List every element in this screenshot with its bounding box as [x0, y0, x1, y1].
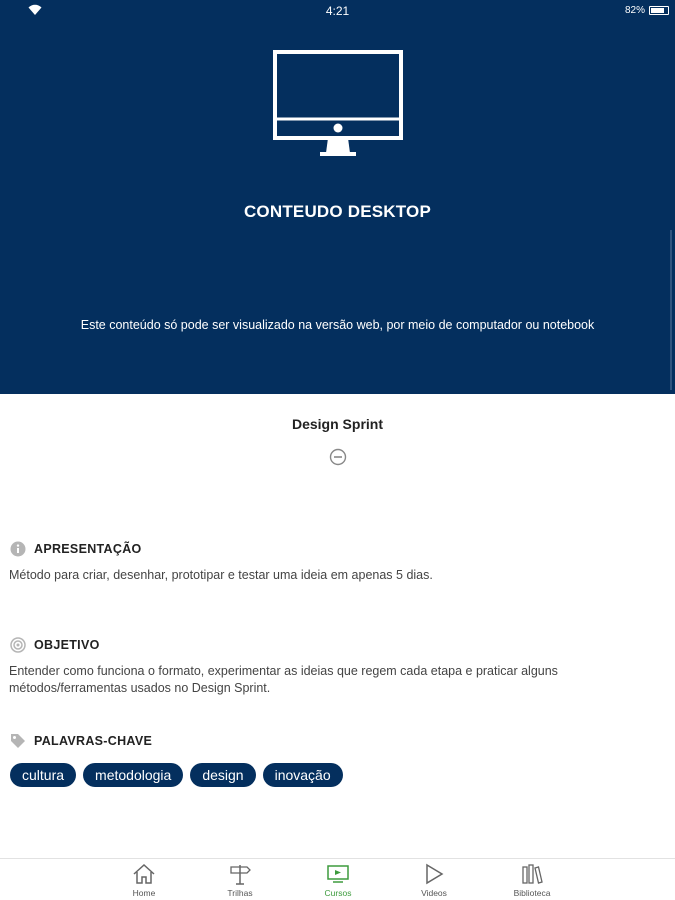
- desktop-content-banner: [0, 22, 675, 394]
- battery-percentage: 82%: [624, 5, 645, 16]
- section-objetivo-text: Entender como funciona o formato, experimentar as ideias que regem cada etapa e praticar alguns métodos/ferramentas usados no Design Sprint.: [9, 664, 558, 695]
- battery-icon: [649, 6, 669, 15]
- banner-subtitle: Este conteúdo só pode ser visualizado na versão web, por meio de computador ou notebook: [80, 318, 595, 332]
- course-title: Design Sprint: [291, 416, 383, 432]
- section-apresentacao-header: [10, 540, 142, 558]
- target-icon: [10, 637, 26, 653]
- section-label: OBJETIVO: [34, 638, 100, 652]
- tab-label: Home: [132, 888, 156, 898]
- tag-cultura[interactable]: cultura: [10, 763, 76, 787]
- tab-label: Videos: [421, 888, 447, 898]
- tag-metodologia[interactable]: metodologia: [83, 763, 183, 787]
- play-icon: [421, 862, 447, 886]
- bottom-tab-bar: [0, 858, 675, 900]
- tab-home[interactable]: [109, 862, 179, 898]
- keyword-tags: [10, 763, 343, 787]
- tag-design[interactable]: design: [190, 763, 255, 787]
- tab-videos[interactable]: [399, 862, 469, 898]
- courses-icon: [325, 862, 351, 886]
- scrollbar[interactable]: [670, 230, 672, 390]
- library-icon: [519, 862, 545, 886]
- status-bar: [0, 0, 675, 22]
- desktop-monitor-icon: [272, 49, 404, 159]
- tab-trilhas[interactable]: [205, 862, 275, 898]
- home-icon: [131, 862, 157, 886]
- info-icon: [10, 541, 26, 557]
- status-time: 4:21: [325, 4, 350, 18]
- banner-title: CONTEUDO DESKTOP: [243, 202, 432, 221]
- tab-label: Cursos: [324, 888, 352, 898]
- tab-label: Trilhas: [227, 888, 253, 898]
- signpost-icon: [227, 862, 253, 886]
- tab-biblioteca[interactable]: [497, 862, 567, 898]
- tab-label: Biblioteca: [513, 888, 551, 898]
- tab-cursos[interactable]: [303, 862, 373, 898]
- section-palavras-chave-header: [10, 732, 152, 750]
- collapse-minus-icon[interactable]: [329, 448, 347, 466]
- tag-icon: [10, 733, 26, 749]
- section-apresentacao-text: Método para criar, desenhar, prototipar e testar uma ideia em apenas 5 dias.: [9, 568, 433, 582]
- section-label: PALAVRAS-CHAVE: [34, 734, 153, 748]
- section-label: APRESENTAÇÃO: [34, 542, 142, 556]
- section-objetivo-header: [10, 636, 100, 654]
- tag-inovacao[interactable]: inovação: [263, 763, 343, 787]
